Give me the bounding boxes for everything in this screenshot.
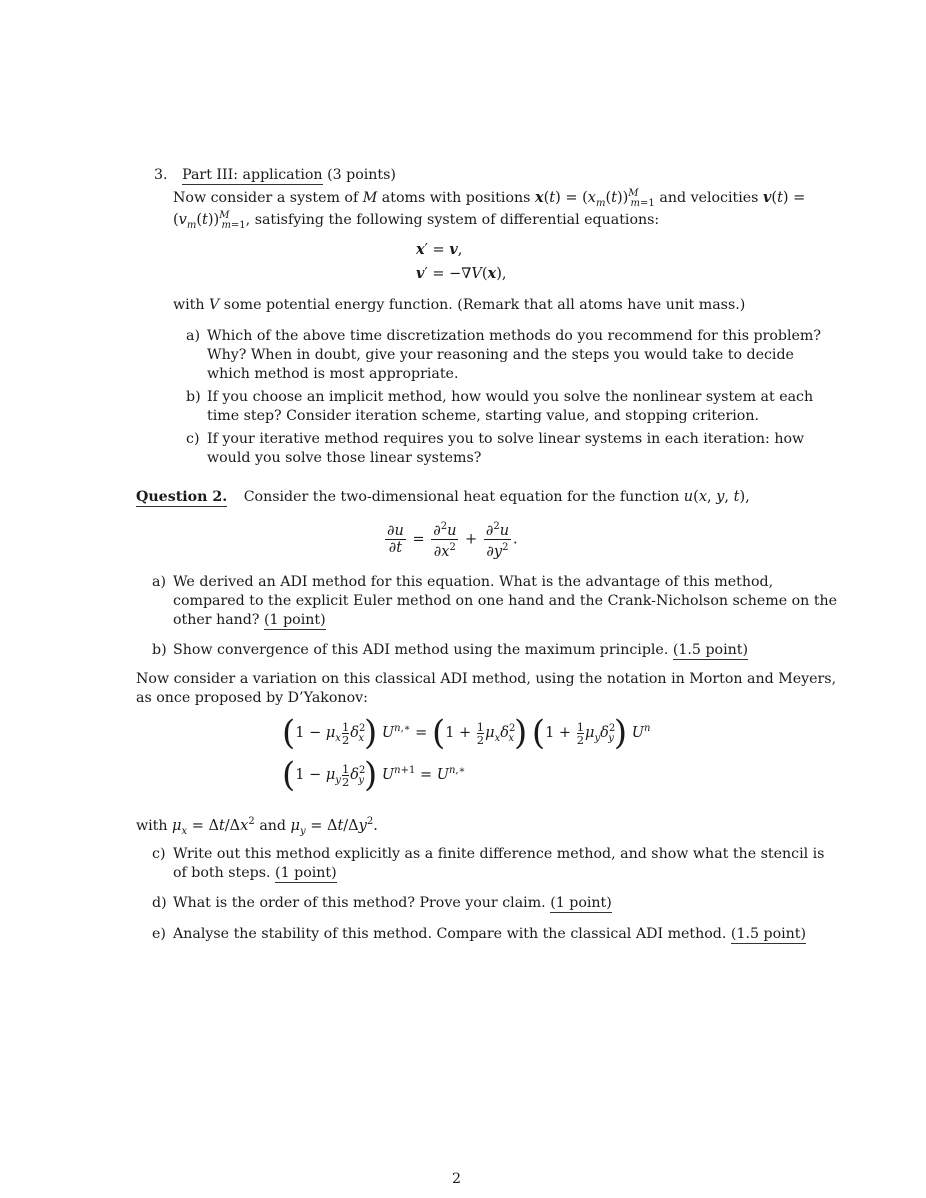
velocity-formula: $(v_m(t))^M_{m=1}$ (173, 210, 246, 231)
q2-item-c-line2-text: of both steps. (173, 865, 271, 881)
potential-remark: with V some potential energy function. (Remark that all atoms have unit mass.) (173, 297, 746, 313)
q2-item-e-label: e) (152, 926, 166, 942)
q2-item-c-label: c) (152, 846, 166, 862)
variation-line1: Now consider a variation on this classical ADI method, using the notation in Morton and Meyers, (136, 671, 837, 687)
q2-item-b-text: Show convergence of this ADI method using the maximum principle. (173, 642, 669, 658)
q2-item-d-line1 (173, 895, 612, 911)
part3-number: 3. (154, 167, 168, 183)
intro-text-2: , satisfying the following system of differential equations: (245, 211, 660, 228)
q2-item-a-line3-text: other hand? (173, 612, 260, 628)
q2-item-b-label: b) (152, 642, 167, 658)
ode-equation-1: x′ = v, (416, 241, 463, 258)
part3-intro-line2 (173, 210, 659, 231)
q2-item-d-label: d) (152, 895, 167, 911)
q2-item-a-points: (1 point) (264, 612, 326, 628)
q2-item-b-line1 (173, 642, 748, 658)
part3-item-b-label: b) (186, 389, 201, 405)
heat-equation: $\frac{\partial u}{\partial t}$ = $\frac{\partial^2u}{\partial x^2}$ + $\frac{\partial^2u}{\partial y^2}$ . (387, 521, 518, 560)
dyakonov-equation-1: ($1 - \mu_x$ $\frac{1}{2}$ $\delta^2_x$) $U^{n,∗} = (1$ + $\frac{1}{2}$ $\mu_x\delta^2_x$) (1 + $\frac{1}{2}$ $\mu_y\delta^2_y$) $U^n$ (282, 713, 651, 753)
intro-text-a: Now consider a system of (173, 189, 359, 206)
variation-line2: as once proposed by D’Yakonov: (136, 690, 368, 706)
q2-item-d-text: What is the order of this method? Prove your claim. (173, 895, 546, 911)
question2-intro: Question 2. Consider the two-dimensional heat equation for the function u(x, y, t), (136, 489, 750, 505)
dyakonov-equation-2: ($1 - \mu_y$ $\frac{1}{2}$ $\delta^2_y$) $U^{n+1} = U^{n,∗}$ (282, 755, 466, 795)
part3-item-a-line2: Why? When in doubt, give your reasoning and the steps you would take to decide (207, 347, 794, 363)
mu-definition: with $\mu_x = \Delta t/\Delta x^2$ and $\mu_y = \Delta t/\Delta y^2$. (136, 816, 378, 837)
position-formula: $x(t) = (x_m(t))^M_{m=1}$ (534, 188, 655, 209)
part3-intro-line1: Now consider a system of M atoms with positions $x(t) = (x_m(t))^M_{m=1}$ and velocities v(t) = (173, 188, 806, 209)
part3-item-c-label: c) (186, 431, 200, 447)
q2-item-e-line1 (173, 926, 806, 942)
part3-item-a-label: a) (186, 328, 200, 344)
ode-equation-2: v′ = −∇V(x), (416, 265, 507, 282)
with-word: with (136, 817, 168, 834)
part3-item-b-line2: time step? Consider iteration scheme, starting value, and stopping criterion. (207, 408, 759, 424)
q2-item-e-points: (1.5 point) (730, 926, 807, 942)
q2-item-a-label: a) (152, 574, 166, 590)
q2-item-b-points: (1.5 point) (672, 642, 749, 658)
part3-item-c-line1: If your iterative method requires you to solve linear systems in each iteration: how (207, 431, 805, 447)
q2-item-a-line3 (173, 612, 326, 628)
question2-intro-text: Consider the two-dimensional heat equation for the function (243, 489, 680, 505)
and-word: and (259, 817, 287, 834)
part3-item-c-line2: would you solve those linear systems? (207, 450, 482, 466)
part3-item-b-line1: If you choose an implicit method, how would you solve the nonlinear system at each (207, 389, 814, 405)
part3-points: (3 points) (327, 167, 396, 183)
q2-item-a-line1: We derived an ADI method for this equation. What is the advantage of this method, (173, 574, 774, 590)
question2-heading: Question 2. (136, 489, 228, 505)
q2-item-c-line2 (173, 865, 337, 881)
intro-text-c: and velocities (659, 189, 759, 206)
q2-item-a-line2: compared to the explicit Euler method on one hand and the Crank-Nicholson scheme on the (173, 593, 838, 609)
page-number: 2 (452, 1171, 462, 1187)
part3-title: Part III: application (182, 167, 323, 183)
q2-item-c-line1: Write out this method explicitly as a finite difference method, and show what the stencil is (173, 846, 825, 862)
part3-heading (154, 167, 396, 183)
q2-item-e-text: Analyse the stability of this method. Compare with the classical ADI method. (173, 926, 727, 942)
intro-text-b: atoms with positions (381, 189, 531, 206)
q2-item-c-points: (1 point) (275, 865, 337, 881)
q2-item-d-points: (1 point) (550, 895, 612, 911)
part3-item-a-line3: which method is most appropriate. (207, 366, 459, 382)
potential-remark-text: some potential energy function. (Remark that all atoms have unit mass.) (223, 297, 746, 313)
part3-item-a-line1: Which of the above time discretization methods do you recommend for this problem? (207, 328, 821, 344)
